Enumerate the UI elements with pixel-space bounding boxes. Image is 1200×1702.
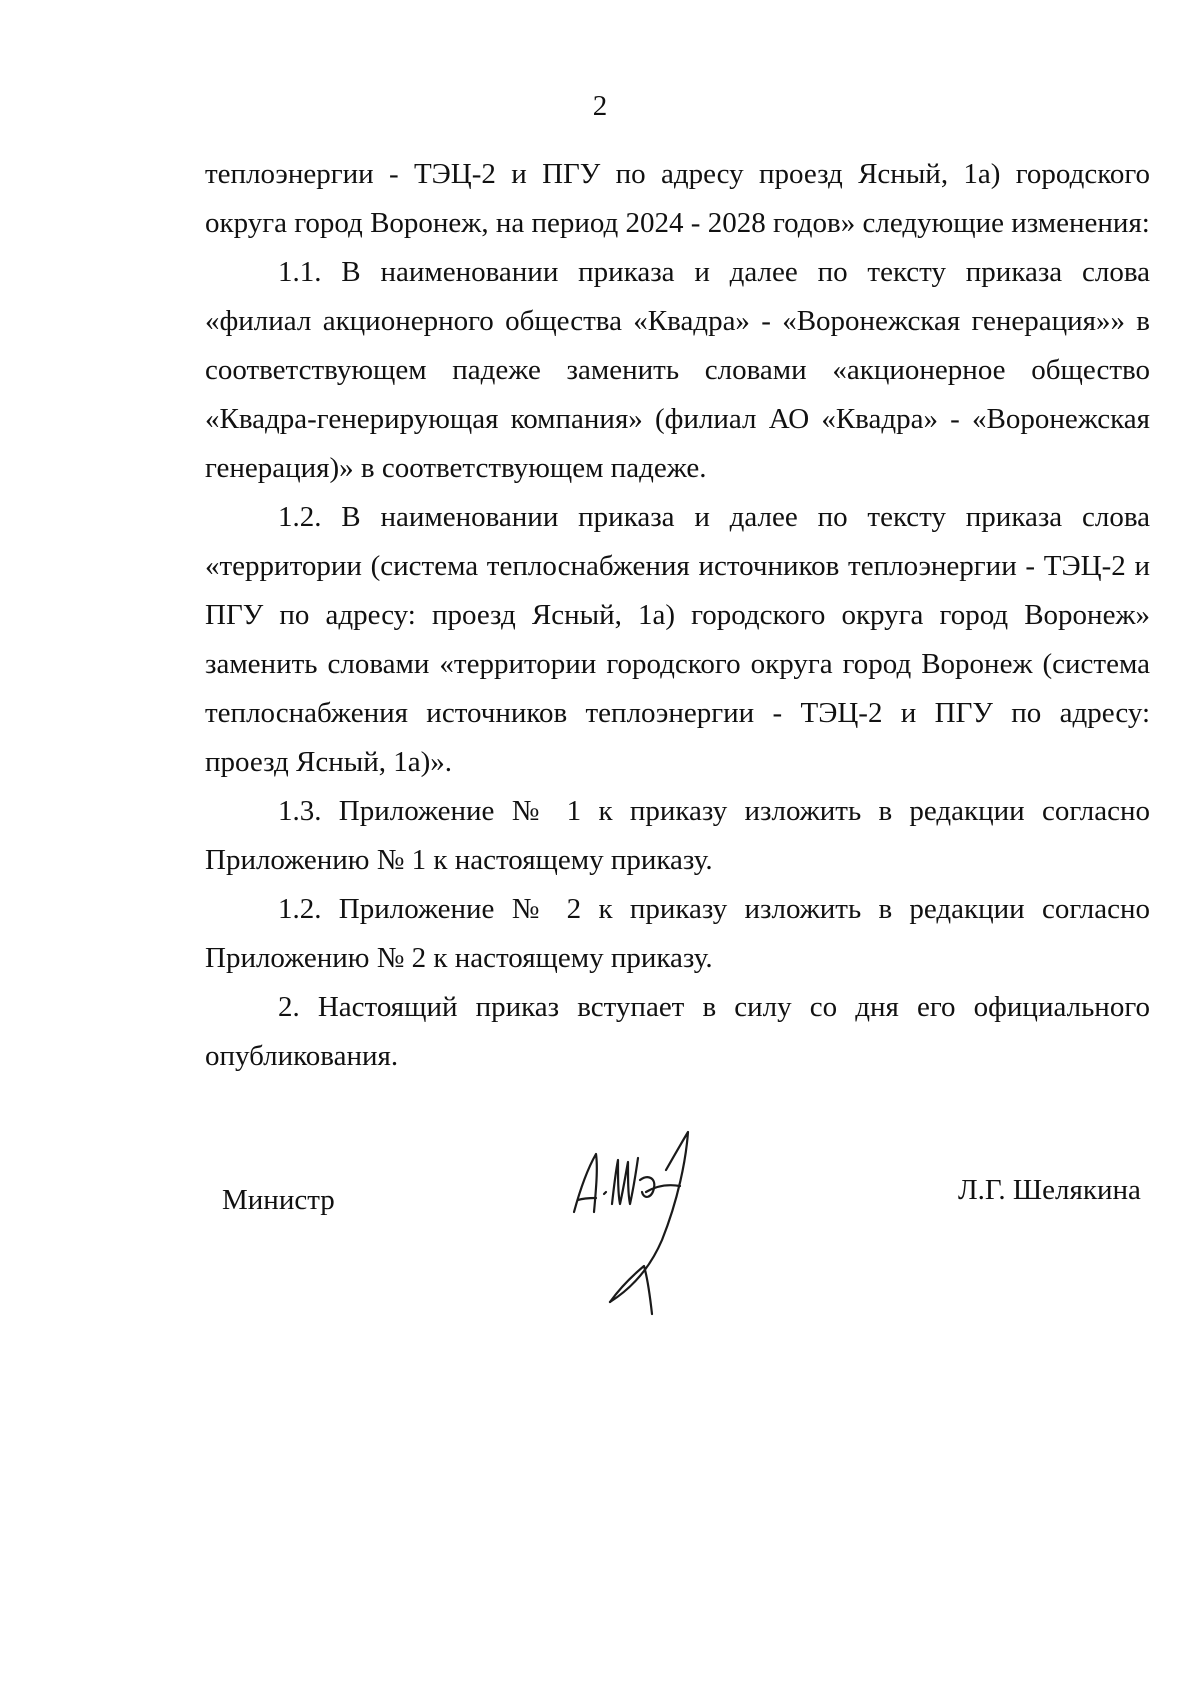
paragraph-item-1-2: 1.2. В наименовании приказа и далее по тексту приказа слова «территории (система теплоснабжения источников теплоэнергии - ТЭЦ-2 и ПГУ по адресу: проезд Ясный, 1а) городского округа город Воронеж» заменить словами «территории городского округа город Воронеж (система теплоснабжения источников теплоэнергии - ТЭЦ-2 и ПГУ по адресу: проезд Ясный, 1а)».	[205, 501, 1150, 778]
handwritten-signature	[570, 1120, 740, 1320]
paragraph-item-1-1: 1.1. В наименовании приказа и далее по тексту приказа слова «филиал акционерного общества «Квадра» - «Воронежская генерация»» в соответствующем падеже заменить словами «акционерное общество «Квадра-генерирующая компания» (филиал АО «Квадра» - «Воронежская генерация)» в соответствующем падеже.	[205, 256, 1150, 484]
paragraph-item-2: 2. Настоящий приказ вступает в силу со дня его официального опубликования.	[205, 991, 1150, 1072]
signatory-title: Министр	[222, 1184, 335, 1216]
signatory-name: Л.Г. Шелякина	[958, 1174, 1141, 1206]
page-number: 2	[592, 90, 608, 122]
paragraph-item-1-3: 1.3. Приложение № 1 к приказу изложить в редакции согласно Приложению № 1 к настоящему приказу.	[205, 795, 1150, 876]
paragraph-continuation: теплоэнергии - ТЭЦ-2 и ПГУ по адресу проезд Ясный, 1а) городского округа город Воронеж, на период 2024 - 2028 годов» следующие изменения:	[205, 158, 1150, 239]
paragraph-item-1-2-appendix-2: 1.2. Приложение № 2 к приказу изложить в редакции согласно Приложению № 2 к настоящему приказу.	[205, 893, 1150, 974]
